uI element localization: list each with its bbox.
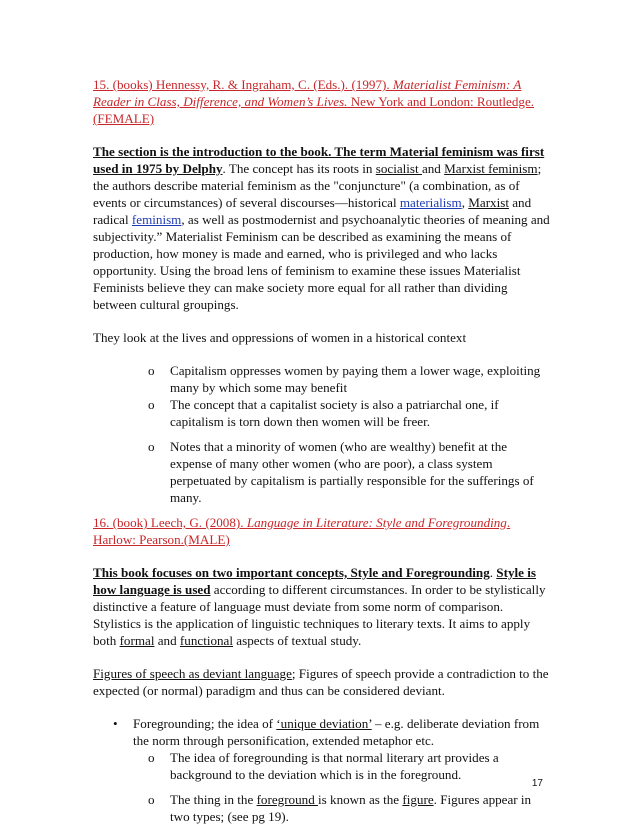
reference-15 (93, 76, 551, 127)
list-item: o The thing in the foreground is known as the figure. Figures appear in two types; (see pg 19). (148, 792, 532, 824)
link-feminism[interactable]: feminism (131, 212, 182, 227)
link-materialism[interactable]: materialism (399, 195, 462, 210)
list-item: o The concept that a capitalist society is also a patriarchal one, if capitalism is torn down then women will be freer. (148, 397, 499, 429)
sub-bullet-marker: o (148, 397, 155, 412)
list-item: • Foregrounding; the idea of ‘unique deviation’ – e.g. deliberate deviation from the norm through personification, extended metaphor etc. (113, 716, 540, 748)
bullet-marker: • (113, 716, 118, 731)
document-body (93, 76, 551, 825)
list-item: o Capitalism oppresses women by paying them a lower wage, exploiting many by which some may benefit (148, 363, 541, 395)
link-marxist-feminism[interactable]: Marxist feminism (444, 161, 538, 176)
ref16-publisher: . Harlow: Pearson. (93, 515, 511, 547)
ref16-title: Language in Literature: Style and Foregrounding (246, 515, 507, 530)
ref15-title: Materialist Feminism: A Reader in Class, Difference, and Women’s Lives. (93, 77, 522, 109)
ref16-tag: (MALE) (183, 532, 230, 547)
list-item: o Notes that a minority of women (who are wealthy) benefit at the expense of many other women (who are poor), a class system perpetuated by capitalism is partially responsible for the sufferings of many. (148, 439, 534, 505)
list-item: o The idea of foregrounding is that normal literary art provides a background to the deviation which is in the foreground. (148, 750, 499, 782)
link-socialist[interactable]: socialist (375, 161, 422, 176)
link-marxist[interactable]: Marxist (468, 195, 509, 210)
sub-bullet-marker: o (148, 363, 155, 378)
sub-bullet-marker: o (148, 750, 155, 765)
sub-bullet-marker: o (148, 439, 155, 454)
reference-16 (93, 514, 551, 548)
page-number: 17 (531, 778, 543, 789)
paragraph-figures-of-speech: Figures of speech as deviant language; Figures of speech provide a contradiction to the expected (or normal) paradigm and thus can be considered deviant. (93, 666, 549, 698)
ref16-prefix: 16. (book) Leech, G. (2008). (93, 515, 247, 530)
paragraph-material-feminism: The section is the introduction to the book. The term Material feminism was first used in 1975 by Delphy. The concept has its roots in socialist and Marxist feminism; the authors describe material feminism as the "conjuncture" (a combination, as of events or circumstances) of several discourses—historical materialism, Marxist and radical feminism, as well as postmodernist and psychoanalytic theories of meaning and subjectivity.” Materialist Feminism can be described as examining the means of production, how money is made and earned, who is privileged and who lacks opportunity. Using the broad lens of feminism to examine these issues Materialist Feminists believe they can make society more equal for all rather than dividing between cultural groupings. (93, 144, 550, 312)
ref15-publisher: New York and London: Routledge. (347, 94, 535, 109)
paragraph-historical-context: They look at the lives and oppressions of women in a historical context (93, 330, 467, 345)
intro-statement: The section is the introduction to the book. The term Material feminism was first used in 1975 by Delphy (93, 144, 545, 176)
paragraph-style-foregrounding: This book focuses on two important concepts, Style and Foregrounding. Style is how language is used according to different circumstances. In order to be stylistically distinctive a feature of language must deviate from some norm of comparison. Stylistics is the application of linguistic techniques to literary texts. It aims to apply both formal and functional aspects of textual study. (93, 565, 546, 648)
ref15-tag: (FEMALE) (93, 111, 155, 126)
sub-bullet-marker: o (148, 792, 155, 807)
ref15-prefix: 15. (books) Hennessy, R. & Ingraham, C. (Eds.). (1997). (93, 77, 393, 92)
